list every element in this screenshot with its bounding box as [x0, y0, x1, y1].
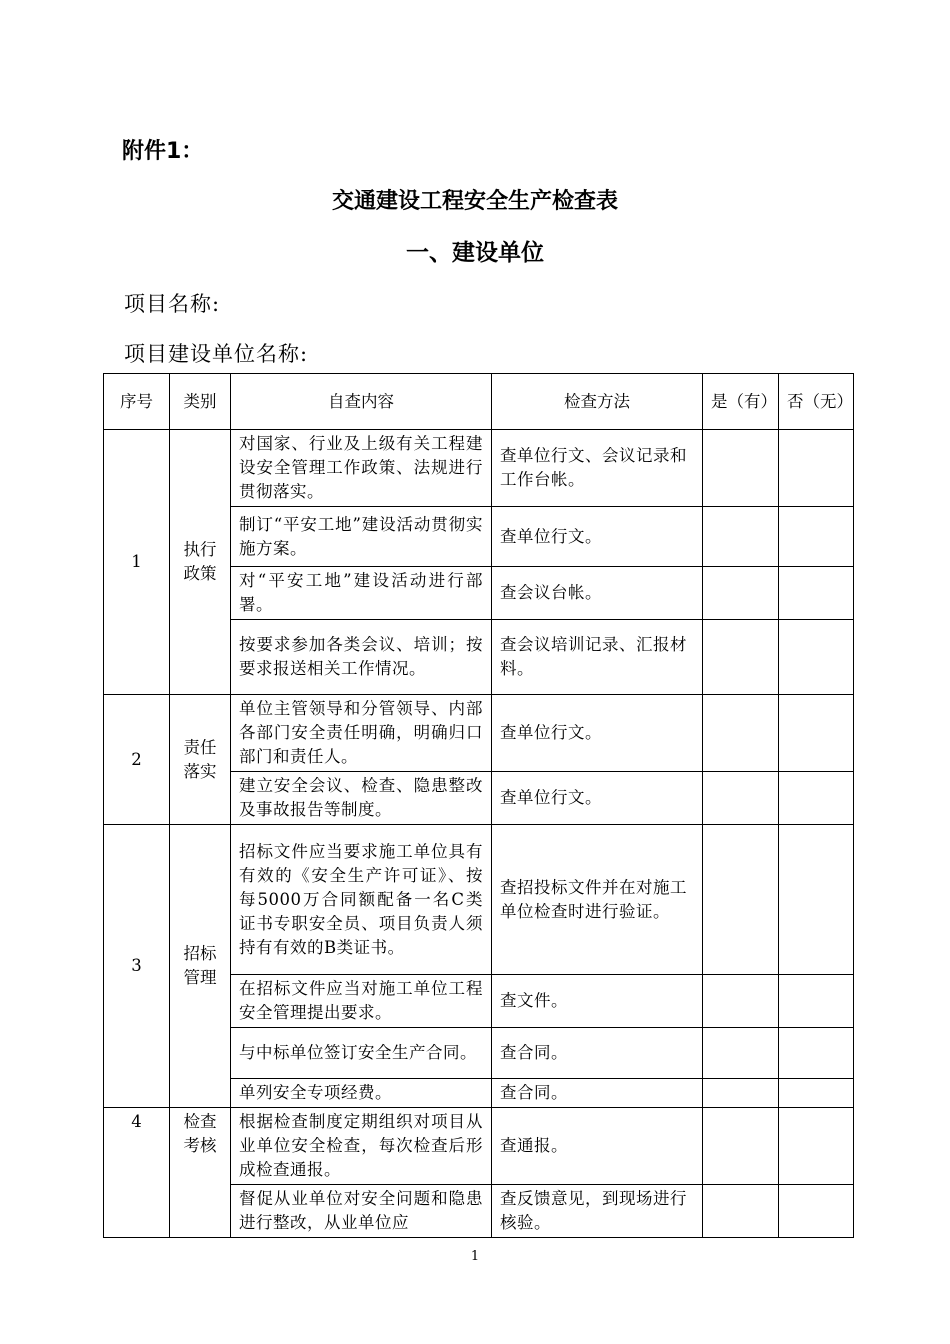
check-method: 查文件。: [492, 975, 703, 1028]
section-category: 执行政策: [170, 430, 231, 695]
check-method: 查通报。: [492, 1108, 703, 1185]
check-content: 督促从业单位对安全问题和隐患进行整改，从业单位应: [231, 1185, 492, 1238]
section-title: 一、建设单位: [406, 240, 544, 266]
yes-cell[interactable]: [703, 620, 779, 695]
section-number: 3: [104, 825, 170, 1108]
no-cell[interactable]: [779, 772, 854, 825]
yes-cell[interactable]: [703, 1028, 779, 1079]
yes-cell[interactable]: [703, 1185, 779, 1238]
header-content: 自查内容: [231, 374, 492, 430]
check-content: 与中标单位签订安全生产合同。: [231, 1028, 492, 1079]
table-row: [104, 825, 854, 975]
header-no: 序号: [104, 374, 170, 430]
table-row: [104, 430, 854, 507]
header-no-answer: 否（无）: [779, 374, 854, 430]
check-content: 招标文件应当要求施工单位具有有效的《安全生产许可证》、按每5000万合同额配备一名C类证书专职安全员、项目负责人须持有有效的B类证书。: [231, 825, 492, 975]
section-number: 1: [104, 430, 170, 695]
yes-cell[interactable]: [703, 772, 779, 825]
section-number: 4: [104, 1108, 170, 1238]
document-title: 交通建设工程安全生产检查表: [331, 189, 618, 214]
check-content: 对“平安工地”建设活动进行部署。: [231, 567, 492, 620]
no-cell[interactable]: [779, 695, 854, 772]
section-number: 2: [104, 695, 170, 825]
check-method: 查单位行文。: [492, 507, 703, 567]
yes-cell[interactable]: [703, 507, 779, 567]
section-category: 检查考核: [170, 1108, 231, 1238]
check-content: 单位主管领导和分管领导、内部各部门安全责任明确，明确归口部门和责任人。: [231, 695, 492, 772]
no-cell[interactable]: [779, 620, 854, 695]
table-row: [104, 695, 854, 772]
no-cell[interactable]: [779, 825, 854, 975]
section-category: 招标管理: [170, 825, 231, 1108]
table-header-row: [104, 374, 854, 430]
yes-cell[interactable]: [703, 1108, 779, 1185]
yes-cell[interactable]: [703, 695, 779, 772]
no-cell[interactable]: [779, 1185, 854, 1238]
no-cell[interactable]: [779, 1108, 854, 1185]
check-content: 按要求参加各类会议、培训；按要求报送相关工作情况。: [231, 620, 492, 695]
check-method: 查单位行文、会议记录和工作台帐。: [492, 430, 703, 507]
project-name-label: 项目名称:: [124, 292, 221, 316]
header-yes: 是（有）: [703, 374, 779, 430]
header-method: 检查方法: [492, 374, 703, 430]
check-content: 制订“平安工地”建设活动贯彻实施方案。: [231, 507, 492, 567]
check-method: 查单位行文。: [492, 772, 703, 825]
no-cell[interactable]: [779, 507, 854, 567]
check-content: 单列安全专项经费。: [231, 1079, 492, 1108]
check-content: 在招标文件应当对施工单位工程安全管理提出要求。: [231, 975, 492, 1028]
no-cell[interactable]: [779, 430, 854, 507]
header-category: 类别: [170, 374, 231, 430]
yes-cell[interactable]: [703, 1079, 779, 1108]
check-method: 查合同。: [492, 1028, 703, 1079]
section-category: 责任落实: [170, 695, 231, 825]
yes-cell[interactable]: [703, 975, 779, 1028]
check-method: 查会议培训记录、汇报材料。: [492, 620, 703, 695]
check-method: 查单位行文。: [492, 695, 703, 772]
check-content: 对国家、行业及上级有关工程建设安全管理工作政策、法规进行贯彻落实。: [231, 430, 492, 507]
check-content: 根据检查制度定期组织对项目从业单位安全检查，每次检查后形成检查通报。: [231, 1108, 492, 1185]
no-cell[interactable]: [779, 567, 854, 620]
no-cell[interactable]: [779, 1079, 854, 1108]
yes-cell[interactable]: [703, 430, 779, 507]
table-row: [104, 1108, 854, 1185]
check-method: 查合同。: [492, 1079, 703, 1108]
check-method: 查会议台帐。: [492, 567, 703, 620]
inspection-table: [103, 373, 854, 1238]
check-method: 查反馈意见，到现场进行核验。: [492, 1185, 703, 1238]
check-content: 建立安全会议、检查、隐患整改及事故报告等制度。: [231, 772, 492, 825]
no-cell[interactable]: [779, 1028, 854, 1079]
yes-cell[interactable]: [703, 567, 779, 620]
no-cell[interactable]: [779, 975, 854, 1028]
check-method: 查招投标文件并在对施工单位检查时进行验证。: [492, 825, 703, 975]
attachment-label: 附件1：: [122, 139, 204, 164]
project-unit-label: 项目建设单位名称:: [124, 342, 309, 366]
yes-cell[interactable]: [703, 825, 779, 975]
page-number: 1: [470, 1249, 480, 1264]
